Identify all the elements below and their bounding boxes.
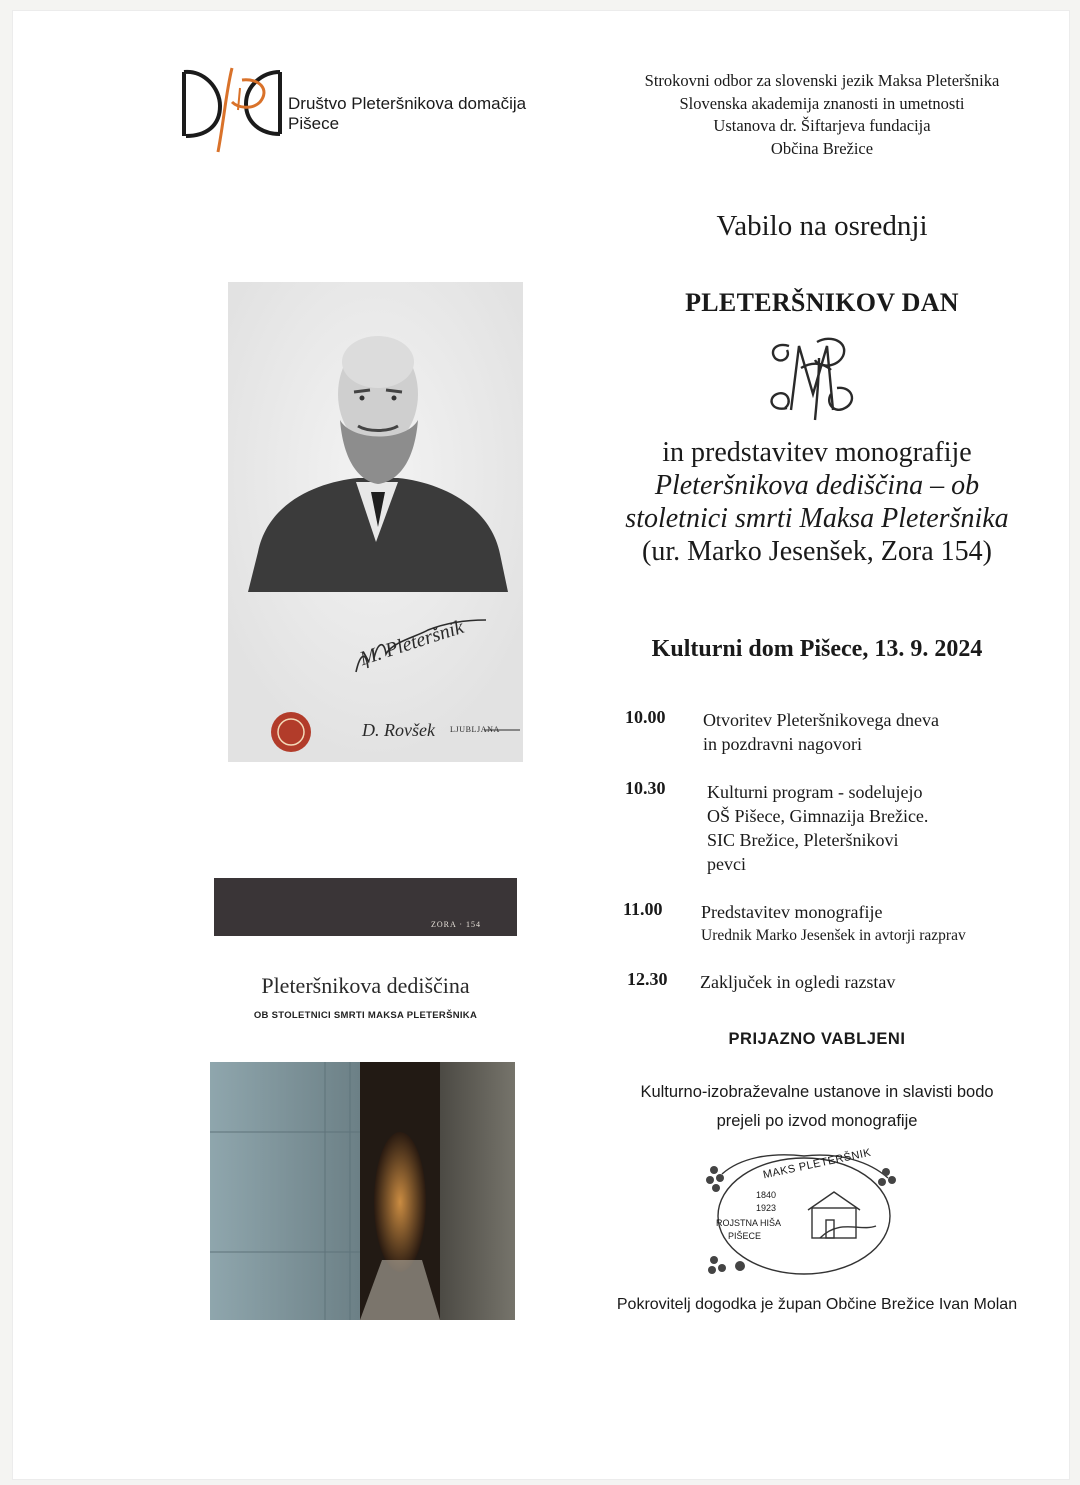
venue-date: Kulturni dom Pišece, 13. 9. 2024 bbox=[651, 636, 983, 662]
stamp-name: MAKS PLETERŠNIK bbox=[761, 1146, 873, 1182]
birth-house-stamp bbox=[700, 1148, 900, 1288]
presentation-intro: in predstavitev monografije bbox=[662, 437, 972, 468]
stamp-house-line1: ROJSTNA HIŠA bbox=[716, 1218, 782, 1228]
book-cover-band bbox=[214, 878, 517, 936]
society-name bbox=[288, 94, 526, 134]
stamp-house-line2: PIŠECE bbox=[728, 1231, 762, 1241]
organizer-2: Slovenska akademija znanosti in umetnosti bbox=[679, 93, 965, 113]
invite-line: Vabilo na osrednji bbox=[716, 210, 928, 242]
invitation-page bbox=[12, 10, 1070, 1480]
society-name-line1: Društvo Pleteršnikova domačija bbox=[288, 94, 527, 113]
program-time-1: 10.00 bbox=[625, 707, 666, 727]
society-logo bbox=[180, 60, 288, 160]
distribution-note bbox=[587, 1078, 1047, 1136]
book-cover-subtitle: OB STOLETNICI SMRTI MAKSA PLETERŠNIKA bbox=[253, 1010, 478, 1021]
event-title: PLETERŠNIKOV DAN bbox=[685, 288, 959, 317]
monograph-title bbox=[582, 469, 1052, 535]
program-time-3: 11.00 bbox=[623, 899, 663, 919]
distribution-note-line2: prejeli po izvod monografije bbox=[716, 1112, 918, 1130]
book-cover-title: Pleteršnikova dediščina bbox=[261, 973, 470, 998]
program-item-3 bbox=[701, 900, 966, 948]
portrait-signature: M. Pleteršnik bbox=[357, 615, 467, 671]
organizer-3: Ustanova dr. Šiftarjeva fundacija bbox=[713, 116, 931, 135]
society-name-line2: Pišece bbox=[288, 114, 340, 133]
program-item-4 bbox=[700, 970, 895, 994]
portrait-illustration bbox=[228, 282, 523, 762]
monograph-title-line2: stoletnici smrti Maksa Pleteršnika bbox=[625, 503, 1009, 534]
organizer-4: Občina Brežice bbox=[770, 138, 874, 158]
program-item-1-line2: in pozdravni nagovori bbox=[703, 734, 862, 754]
program-item-3-line1: Predstavitev monografije bbox=[701, 902, 883, 922]
book-series-label: ZORA · 154 bbox=[431, 920, 481, 929]
program-item-1 bbox=[703, 708, 939, 756]
organizer-1: Strokovni odbor za slovenski jezik Maksa Pleteršnika bbox=[644, 71, 1000, 90]
organizers bbox=[587, 70, 1057, 160]
monograph-editor: (ur. Marko Jesenšek, Zora 154) bbox=[642, 536, 992, 567]
program-time-2: 10.30 bbox=[625, 778, 666, 798]
program-item-2-line4: pevci bbox=[707, 854, 746, 874]
photo-studio: D. Rovšek bbox=[362, 720, 435, 740]
stamp-year-birth: 1840 bbox=[756, 1190, 777, 1200]
welcome-note: PRIJAZNO VABLJENI bbox=[728, 1030, 906, 1048]
program-item-2-line3: SIC Brežice, Pleteršnikovi bbox=[707, 830, 899, 850]
monograph-title-line1: Pleteršnikova dediščina – ob bbox=[654, 470, 980, 501]
mp-monogram-icon bbox=[757, 328, 867, 428]
distribution-note-line1: Kulturno-izobraževalne ustanove in slavisti bodo bbox=[640, 1083, 994, 1101]
program-time-4: 12.30 bbox=[627, 969, 668, 989]
program-item-1-line1: Otvoritev Pleteršnikovega dneva bbox=[703, 710, 939, 730]
stamp-year-death: 1923 bbox=[756, 1203, 777, 1213]
program-item-2-line1: Kulturni program - sodelujejo bbox=[707, 782, 923, 802]
photo-studio-city: LJUBLJANA bbox=[450, 725, 500, 734]
program-item-4-line1: Zaključek in ogledi razstav bbox=[700, 972, 896, 992]
program-item-2 bbox=[707, 780, 928, 876]
portrait-photo bbox=[228, 282, 523, 762]
book-cover-photo bbox=[210, 1062, 515, 1320]
program-item-3-note: Urednik Marko Jesenšek in avtorji razprav bbox=[701, 927, 966, 944]
program-item-2-line2: OŠ Pišece, Gimnazija Brežice. bbox=[707, 806, 929, 826]
event-patron: Pokrovitelj dogodka je župan Občine Brežice Ivan Molan bbox=[616, 1296, 1018, 1313]
